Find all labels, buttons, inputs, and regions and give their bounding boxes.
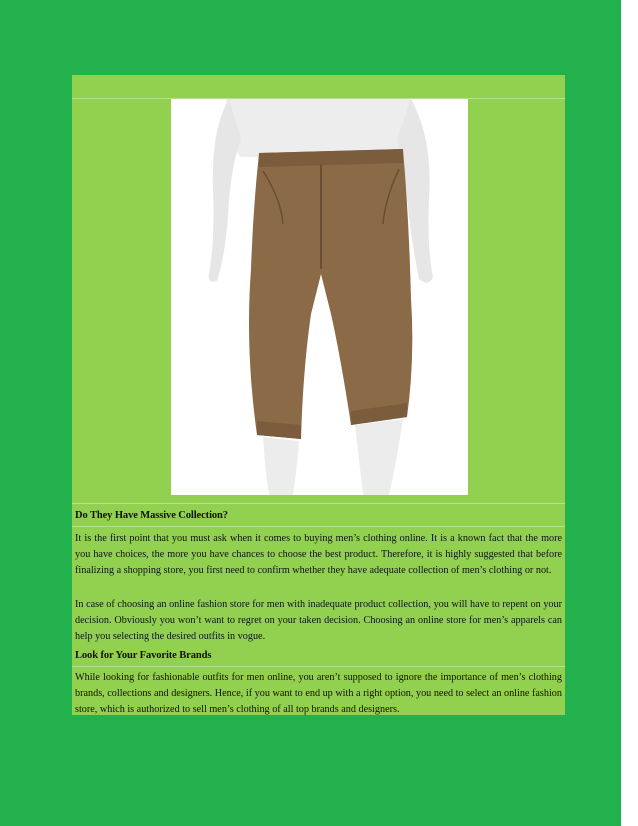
section-heading: Look for Your Favorite Brands (75, 650, 212, 661)
paragraph: In case of choosing an online fashion store for men with inadequate product collection, you will have to repent on your decision. Obviously you won’t want to regret on your taken decision. Choosing an online store for men’s apparels can help you selecting the desired outfits in vogue. (75, 599, 562, 642)
divider (72, 666, 565, 667)
page-edge (621, 0, 638, 826)
content-panel (72, 75, 565, 715)
paragraph: While looking for fashionable outfits for men online, you aren’t supposed to ignore the importance of men’s clothing brands, collections and designers. Hence, if you want to end up with a right option, you need to select an online fashion store, which is authorized to sell men’s clothing of all top brands and designers. (75, 672, 562, 715)
divider (72, 526, 565, 527)
section-heading: Do They Have Massive Collection? (75, 510, 228, 521)
product-image (171, 99, 468, 495)
divider (72, 503, 565, 504)
top-strip (72, 75, 565, 99)
paragraph: It is the first point that you must ask when it comes to buying men’s clothing online. It is a known fact that the more you have choices, the more you have chances to choose the best product. Therefore, it is highly suggested that before finalizing a shopping store, you first need to confirm whether they have adequate collection of men’s clothing or not. (75, 533, 562, 576)
